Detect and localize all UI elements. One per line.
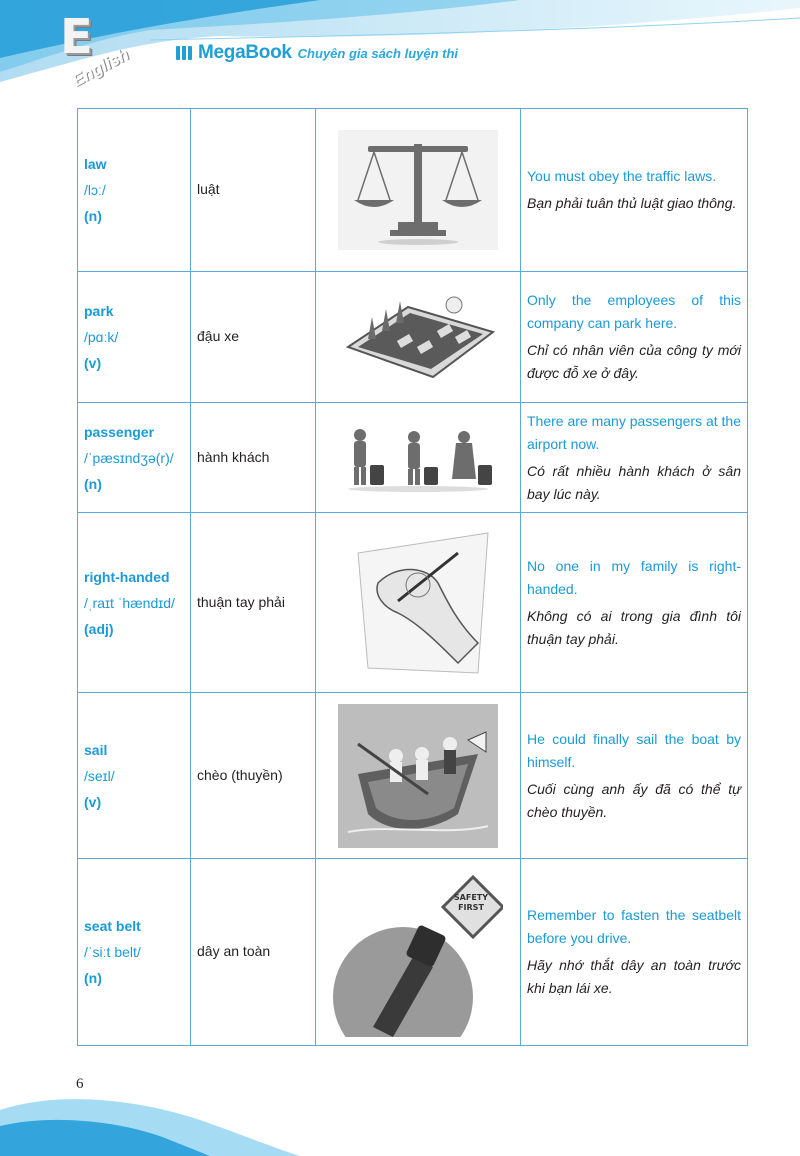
english-logo-word: English xyxy=(68,44,133,91)
word-cell xyxy=(78,403,191,513)
word-pos: (n) xyxy=(84,970,102,986)
example-cell xyxy=(521,513,748,693)
word-cell xyxy=(78,693,191,859)
footer-wave xyxy=(0,1090,800,1156)
table-row xyxy=(78,403,748,513)
megabook-brand xyxy=(176,40,458,66)
meaning-cell xyxy=(191,272,316,403)
example-vietnamese: Bạn phải tuân thủ luật giao thông. xyxy=(527,195,737,211)
example-english: There are many passengers at the airport now. xyxy=(527,412,742,452)
brand-name: MegaBook xyxy=(198,42,292,63)
hand-writing-icon xyxy=(338,523,498,683)
meaning-text: thuận tay phải xyxy=(197,593,285,610)
word-pos: (n) xyxy=(84,475,102,492)
image-cell xyxy=(316,859,521,1046)
example-vietnamese: Cuối cùng anh ấy đã có thể tự chèo thuyền. xyxy=(527,780,741,820)
example-english: He could finally sail the boat by himself. xyxy=(527,730,741,770)
word-ipa: /ˈsiːt belt/ xyxy=(84,944,141,960)
brand-tagline: Chuyên gia sách luyện thi xyxy=(297,45,459,61)
example-cell xyxy=(521,403,748,513)
english-logo-letter: E xyxy=(60,9,93,65)
example-cell xyxy=(521,693,748,859)
example-english: You must obey the traffic laws. xyxy=(527,168,717,184)
table-row xyxy=(78,859,748,1046)
parking-lot-icon xyxy=(338,287,498,387)
word-cell xyxy=(78,859,191,1046)
meaning-cell xyxy=(191,403,316,513)
meaning-cell xyxy=(191,109,316,272)
example-vietnamese: Không có ai trong gia đình tôi thuận tay phải. xyxy=(527,607,741,647)
seat-belt-icon xyxy=(333,867,503,1037)
example-cell xyxy=(521,859,748,1046)
word-term: park xyxy=(84,303,114,319)
vocabulary-table xyxy=(77,108,748,1046)
example-english: No one in my family is right-handed. xyxy=(527,557,741,597)
word-term: law xyxy=(84,156,107,172)
example-cell xyxy=(521,272,748,403)
image-cell xyxy=(316,109,521,272)
word-pos: (v) xyxy=(84,355,102,371)
table-row xyxy=(78,109,748,272)
word-term: right-handed xyxy=(84,568,170,585)
word-term: seat belt xyxy=(84,918,141,934)
page-number: 6 xyxy=(76,1076,84,1092)
example-cell xyxy=(521,109,748,272)
word-cell xyxy=(78,272,191,403)
table-row xyxy=(78,513,748,693)
word-ipa: /seɪl/ xyxy=(84,767,115,784)
word-pos: (adj) xyxy=(84,620,114,637)
example-english: Only the employees of this company can park here. xyxy=(527,292,741,331)
meaning-text: luật xyxy=(197,181,220,197)
word-term: passenger xyxy=(84,423,155,440)
word-ipa: /ˌraɪt ˈhændɪd/ xyxy=(84,594,175,611)
word-ipa: /pɑːk/ xyxy=(84,329,119,345)
rowing-boat-icon xyxy=(338,704,498,848)
page-header xyxy=(0,0,800,100)
megabook-logo-icon xyxy=(176,46,192,60)
table-row xyxy=(78,272,748,403)
image-cell xyxy=(316,272,521,403)
example-vietnamese: Hãy nhớ thắt dây an toàn trước khi bạn lái xe. xyxy=(527,957,741,996)
travellers-with-luggage-icon xyxy=(338,423,498,493)
meaning-text: đậu xe xyxy=(197,328,240,344)
image-cell xyxy=(316,513,521,693)
word-pos: (v) xyxy=(84,793,102,810)
word-ipa: /lɔː/ xyxy=(84,182,106,198)
example-english: Remember to fasten the seatbelt before you drive. xyxy=(527,907,741,946)
scales-of-justice-icon xyxy=(338,130,498,250)
meaning-text: chèo (thuyền) xyxy=(197,766,283,783)
meaning-cell xyxy=(191,513,316,693)
meaning-text: dây an toàn xyxy=(197,943,271,959)
meaning-text: hành khách xyxy=(197,448,270,465)
image-cell xyxy=(316,693,521,859)
meaning-cell xyxy=(191,693,316,859)
meaning-cell xyxy=(191,859,316,1046)
table-row xyxy=(78,693,748,859)
word-term: sail xyxy=(84,741,108,758)
word-pos: (n) xyxy=(84,208,102,224)
example-vietnamese: Có rất nhiều hành khách ở sân bay lúc này. xyxy=(527,462,741,502)
example-vietnamese: Chỉ có nhân viên của công ty mới được đỗ xe ở đây. xyxy=(527,342,741,381)
image-cell xyxy=(316,403,521,513)
word-cell xyxy=(78,513,191,693)
word-cell xyxy=(78,109,191,272)
safety-first-sign: SAFETY FIRST xyxy=(453,893,489,912)
word-ipa: /ˈpæsɪndʒə(r)/ xyxy=(84,449,174,466)
